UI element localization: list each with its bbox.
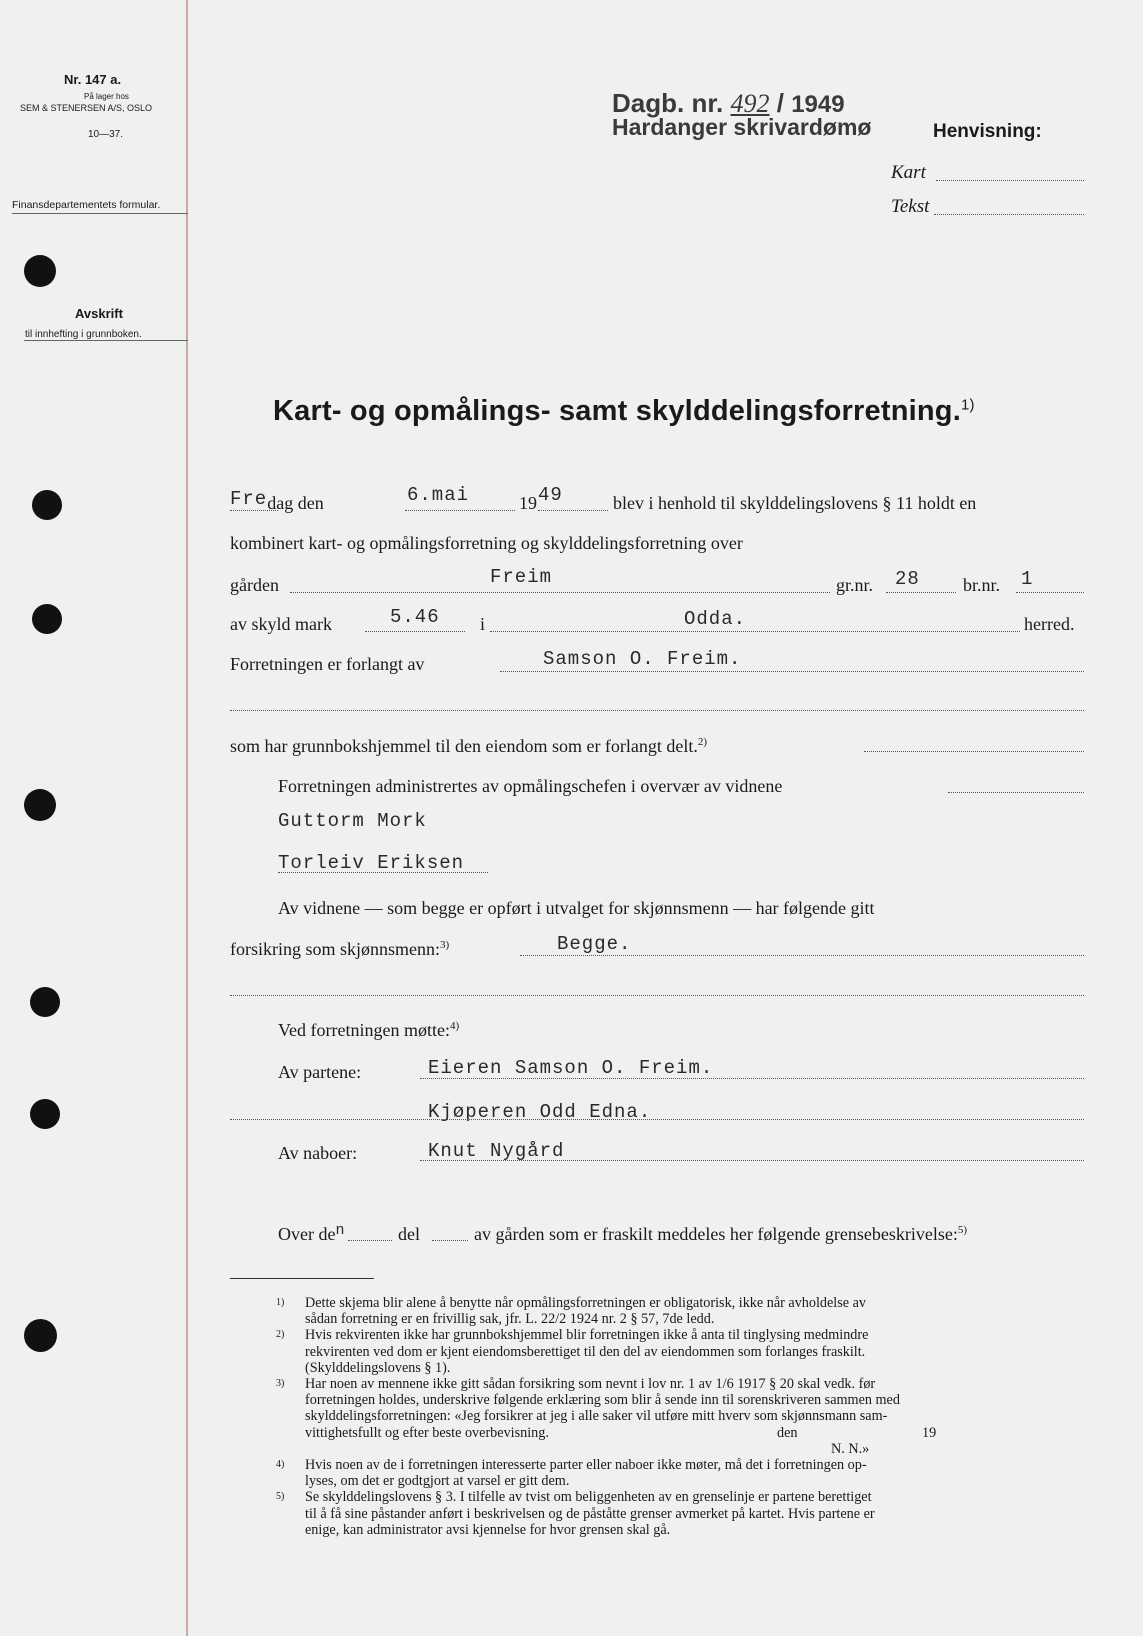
district-value: Odda. [684, 608, 747, 630]
margin-rule [186, 0, 188, 1636]
copy-sublabel: til innhefting i grunnboken. [25, 329, 142, 340]
publisher-line2: SEM & STENERSEN A/S, OSLO [20, 103, 153, 113]
journal-number: 492 [730, 89, 770, 118]
district-field[interactable] [490, 631, 1020, 632]
witness2: Torleiv Eriksen [278, 852, 465, 874]
form-number: Nr. 147 a. [64, 72, 122, 87]
neighbours-label: Av naboer: [278, 1143, 358, 1163]
footnote-rule [230, 1278, 374, 1279]
footnote-item [276, 1457, 1084, 1489]
farm-value: Freim [490, 566, 553, 588]
footnote-mark: 1) [276, 1297, 285, 1308]
day-value: Fre [230, 488, 268, 510]
footnote-mark: 5) [276, 1491, 285, 1503]
punch-hole [32, 490, 62, 520]
parties-label: Av partene: [278, 1062, 362, 1082]
part-label: del [398, 1224, 420, 1244]
tax-field[interactable] [365, 631, 465, 632]
footnote-mark: 3) [276, 1378, 285, 1390]
part-field[interactable] [432, 1240, 468, 1241]
year-prefix: 19 [519, 493, 537, 513]
footnote-line: skylddelingsforretningen: «Jeg forsikrer at jeg i alle saker vil utføre mitt hverv som skjønnsmann sam- [305, 1408, 888, 1425]
footnote-line: vittighetsfullt og efter beste overbevisning. [305, 1424, 549, 1441]
neighbour1: Knut Nygård [428, 1140, 565, 1162]
attended-footnote: 4) [449, 1020, 460, 1032]
admin-field[interactable] [948, 792, 1084, 793]
copy-label: Avskrift [75, 306, 123, 321]
punch-hole [24, 789, 56, 821]
title-footnote: 1) [960, 396, 975, 414]
footnote-mark: 2) [276, 1329, 285, 1341]
requested-field-2[interactable] [230, 710, 1084, 711]
bnr-value: 1 [1021, 568, 1034, 590]
office-stamp: Hardanger skrivardømø [612, 114, 872, 140]
day-line [230, 488, 324, 515]
boundary-text-content: av gården som er fraskilt meddeles her følgende grensebeskrivelse: [474, 1224, 958, 1244]
requested-value: Samson O. Freim. [543, 648, 742, 670]
witness1: Guttorm Mork [278, 810, 427, 832]
bnr-label: br.nr. [963, 575, 1001, 595]
journal-slash: / [776, 88, 784, 118]
over-field[interactable] [348, 1240, 392, 1241]
map-label: Kart [891, 162, 926, 183]
punch-hole [32, 604, 62, 634]
footnote-line: rekvirenten ved dom er kjent eiendomsberettiget til den del av eiendommen som forlanges fraskilt. [305, 1343, 866, 1360]
requested-label: Forretningen er forlangt av [230, 654, 425, 674]
day-field[interactable] [230, 510, 278, 511]
divider [12, 213, 188, 214]
farm-label: gården [230, 575, 279, 595]
neighbour-field[interactable] [420, 1160, 1084, 1161]
assurance-field-2[interactable] [230, 995, 1084, 996]
over-label: Over de [278, 1224, 336, 1244]
combined-text: kombinert kart- og opmålingsforretning og skylddelingsforretning over [230, 533, 743, 553]
owner-text [230, 736, 707, 757]
attended-text-content: Ved forretningen møtte: [278, 1020, 450, 1040]
gnr-value: 28 [895, 568, 920, 590]
held-text: blev i henhold til skylddelingslovens § 11 holdt en [613, 493, 977, 513]
footnote-line: Dette skjema blir alene å benytte når opmålingsforretningen er obligatorisk, ikke når avholdelse av [305, 1295, 867, 1311]
footnote-item [276, 1376, 1084, 1457]
party1-field[interactable] [420, 1078, 1084, 1079]
owner-field[interactable] [864, 751, 1084, 752]
print-date: 10—37. [88, 129, 124, 140]
footnote-line: Hvis rekvirenten ikke har grunnbokshjemmel blir forretningen ikke å anta til tinglysing medmindre [305, 1327, 869, 1344]
gnr-field[interactable] [886, 592, 956, 593]
punch-hole [24, 1319, 57, 1352]
assurance-footnote: 3) [440, 939, 450, 951]
assurance-field[interactable] [520, 955, 1084, 956]
admin-text: Forretningen administrertes av opmålingschefen i overvær av vidnene [278, 776, 783, 796]
farm-field[interactable] [290, 592, 830, 593]
divider [24, 340, 188, 341]
journal-label: Dagb. nr. [612, 88, 724, 118]
footnote-item [276, 1295, 1084, 1327]
footnote-year: 19 [922, 1424, 937, 1441]
tax-label: av skyld mark [230, 614, 332, 634]
boundary-text [474, 1224, 967, 1245]
herred-label: herred. [1024, 614, 1075, 634]
witness2-field[interactable] [278, 872, 488, 873]
assurance-label [230, 939, 449, 960]
map-field[interactable] [936, 180, 1084, 181]
witness-text: Av vidnene — som begge er opført i utvalget for skjønnsmenn — har følgende gitt [278, 898, 875, 918]
date-field[interactable] [405, 510, 515, 511]
footnote-line: enige, kan administrator avsi kjennelse for hvor grensen skal gå. [305, 1521, 671, 1538]
footnote-line: til å få sine påstander anført i beskrivelsen og de påståtte grenser avmerket på kartet. Hvis partene er [305, 1505, 875, 1522]
assurance-label-text: forsikring som skjønnsmenn: [230, 939, 440, 959]
footnotes [276, 1295, 1084, 1538]
punch-hole [30, 987, 60, 1017]
party2-field[interactable] [230, 1119, 1084, 1120]
boundary-footnote: 5) [957, 1224, 967, 1236]
footnote-line: forretningen holdes, underskrive følgende erklæring som blir å sende inn til sorenskriveren sammen med [305, 1392, 900, 1409]
reference-heading: Henvisning: [933, 121, 1042, 142]
footnote-nn: N. N.» [831, 1440, 870, 1457]
footnote-item [276, 1327, 1084, 1376]
attended-text [278, 1020, 459, 1041]
footnote-line: lyses, om det er godtgjort at varsel er gitt dem. [305, 1473, 570, 1490]
punch-hole [24, 255, 56, 287]
year-value: 49 [538, 484, 563, 506]
footnote-mark: 4) [276, 1459, 285, 1471]
text-field[interactable] [934, 214, 1084, 215]
footnote-line: Hvis noen av de i forretningen interesserte parter eller naboer ikke møter, må det i forretningen op- [305, 1457, 867, 1474]
party2: Kjøperen Odd Edna. [428, 1101, 652, 1123]
journal-year: 1949 [791, 91, 845, 118]
gnr-label: gr.nr. [836, 575, 874, 595]
footnote-den: den [777, 1424, 798, 1441]
footnote-line: Se skylddelingslovens § 3. I tilfelle av tvist om beliggenheten av en grenselinje er partene berettiget [305, 1489, 872, 1506]
in-label: i [480, 614, 486, 634]
owner-footnote: 2) [697, 736, 708, 748]
over-value: n [335, 1222, 346, 1239]
footnote-item [276, 1489, 1084, 1538]
footnote-line: sådan forretning er en frivillig sak, jfr. L. 22/2 1924 nr. 2 § 57, 7de ledd. [305, 1311, 715, 1328]
requested-field[interactable] [500, 671, 1084, 672]
punch-hole [30, 1099, 60, 1129]
date-value: 6.mai [407, 484, 470, 506]
title-text: Kart- og opmålings- samt skylddelingsforretning. [273, 395, 961, 427]
page-title [273, 395, 975, 428]
party1: Eieren Samson O. Freim. [428, 1057, 714, 1079]
owner-text-content: som har grunnbokshjemmel til den eiendom som er forlangt delt. [230, 736, 698, 756]
year-field[interactable] [538, 510, 608, 511]
bnr-field[interactable] [1016, 592, 1084, 593]
footnote-line-wrap [305, 1424, 937, 1441]
form-owner: Finansdepartementets formular. [12, 199, 161, 211]
text-label: Tekst [891, 196, 930, 217]
assurance-value: Begge. [557, 933, 632, 955]
footnote-line: Har noen av mennene ikke gitt sådan forsikring som nevnt i lov nr. 1 av 1/6 1917 § 20 skal vedk. før [305, 1376, 876, 1393]
day-suffix: dag den [267, 493, 324, 513]
publisher-line1: På lager hos [84, 92, 129, 101]
tax-value: 5.46 [390, 606, 440, 628]
footnote-line: (Skylddelingslovens § 1). [305, 1359, 451, 1376]
over-line [278, 1224, 346, 1245]
